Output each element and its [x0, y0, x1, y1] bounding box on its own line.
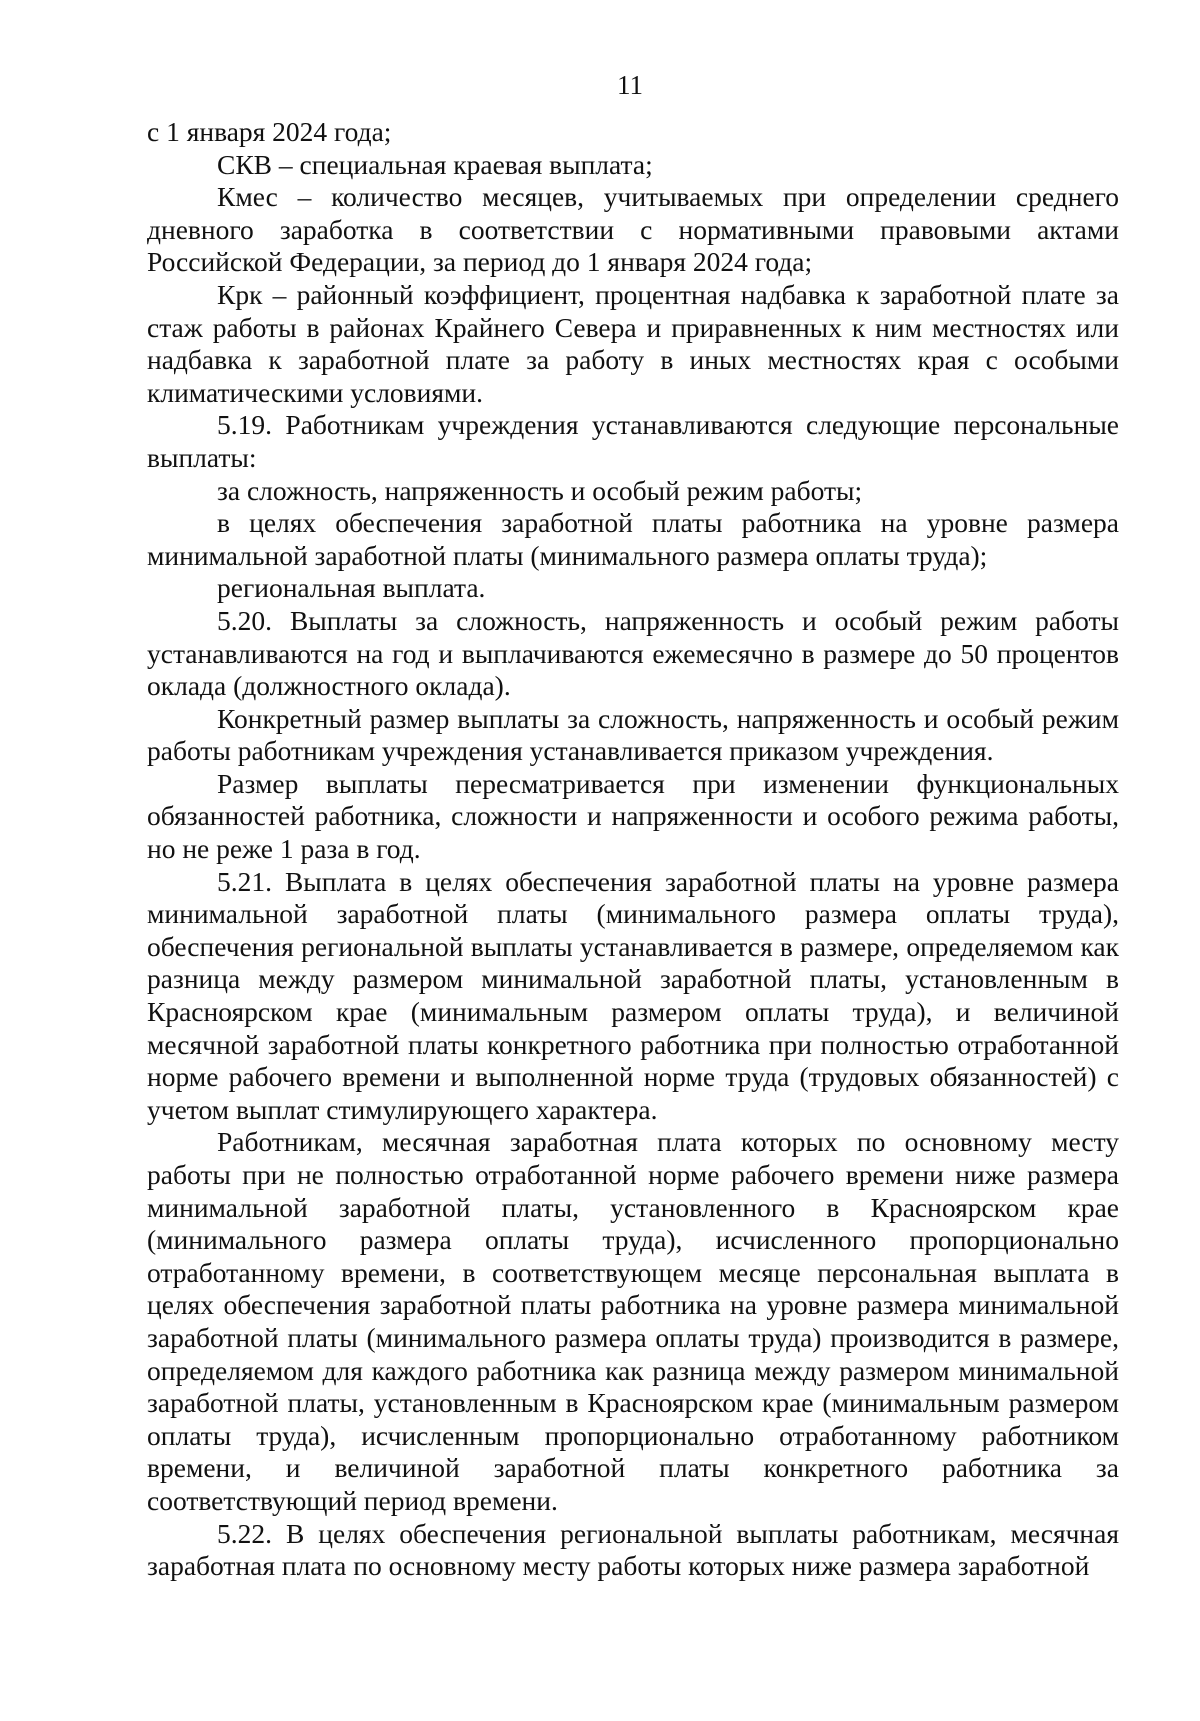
paragraph: СКВ – специальная краевая выплата; — [217, 148, 653, 180]
page-number: 11 — [617, 70, 643, 100]
document-body — [147, 116, 1119, 1583]
paragraph: региональная выплата. — [217, 572, 486, 604]
paragraph: Работникам, месячная заработная плата которых по основному месту работы при не полностью отработанной норме рабочего времени ниже размера минимальной заработной платы, установленного в Красноярском крае (минимального размера оплаты труда), исчисленного пропорционально отработанному времени, в соответствующем месяце персональная выплата в целях обеспечения заработной платы работника на уровне размера минимальной заработной платы (минимального размера оплаты труда) производится в размере, определяемом для каждого работника как разница между размером минимальной заработной платы, установленным в Красноярском крае (минимальным размером оплаты труда), исчисленным пропорционально отработанному работником времени, и величиной заработной платы конкретного работника за соответствующий период времени. — [147, 1126, 1119, 1516]
paragraph: 5.22. В целях обеспечения региональной выплаты работникам, месячная заработная плата по основному месту работы которых ниже размера заработной — [147, 1517, 1119, 1582]
paragraph: в целях обеспечения заработной платы работника на уровне размера минимальной заработной платы (минимального размера оплаты труда); — [147, 507, 1119, 571]
paragraph: с 1 января 2024 года; — [147, 116, 392, 147]
paragraph: Крк – районный коэффициент, процентная надбавка к заработной плате за стаж работы в районах Крайнего Севера и приравненных к ним местностях или надбавка к заработной плате за работу в иных местностях края с особыми климатическими условиями. — [147, 278, 1119, 408]
paragraph: Конкретный размер выплаты за сложность, напряженность и особый режим работы работникам учреждения устанавливается приказом учреждения. — [147, 702, 1119, 767]
paragraph: 5.20. Выплаты за сложность, напряженность и особый режим работы устанавливаются на год и выплачиваются ежемесячно в размере до 50 процентов оклада (должностного оклада). — [147, 604, 1119, 702]
paragraph: 5.21. Выплата в целях обеспечения заработной платы на уровне размера минимальной заработной платы (минимального размера оплаты труда), обеспечения региональной выплаты устанавливается в размере, определяемом как разница между размером минимальной заработной платы, установленным в Красноярском крае (минимальным размером оплаты труда), и величиной месячной заработной платы конкретного работника при полностью отработанной норме рабочего времени и выполненной норме труда (трудовых обязанностей) с учетом выплат стимулирующего характера. — [147, 865, 1119, 1125]
paragraph: Кмес – количество месяцев, учитываемых при определении среднего дневного заработка в соответствии с нормативными правовыми актами Российской Федерации, за период до 1 января 2024 года; — [147, 181, 1119, 278]
paragraph: за сложность, напряженность и особый режим работы; — [217, 474, 863, 506]
paragraph: Размер выплаты пересматривается при изменении функциональных обязанностей работника, сложности и напряженности и особого режима работы, но не реже 1 раза в год. — [147, 767, 1119, 865]
paragraph: 5.19. Работникам учреждения устанавливаются следующие персональные выплаты: — [147, 409, 1119, 473]
